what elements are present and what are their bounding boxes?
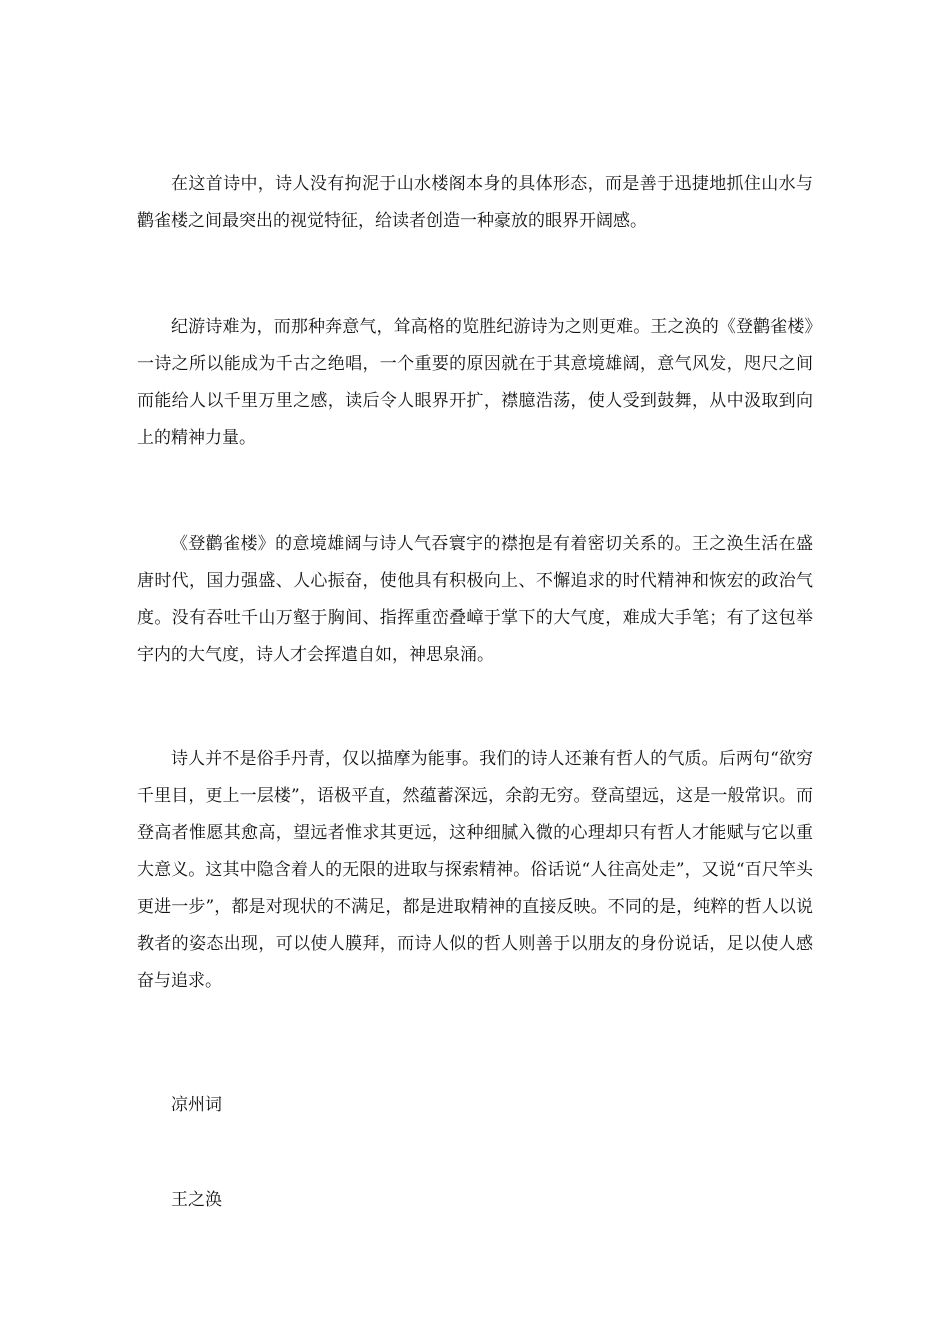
paragraph-philosophy: 诗人并不是俗手丹青，仅以描摩为能事。我们的诗人还兼有哲人的气质。后两句“欲穷千里目，更上一层楼”，语极平直，然蕴蓄深远，余韵无穷。登高望远，这是一般常识。而登高者惟愿其愈高，望远者惟求其更远，这种细腻入微的心理却只有哲人才能赋与它以重大意义。这其中隐含着人的无限的进取与探索精神。俗话说“人往高处走”，又说“百尺竿头更进一步”，都是对现状的不满足，都是进取精神的直接反映。不同的是，纯粹的哲人以说教者的姿态出现，可以使人膜拜，而诗人似的哲人则善于以朋友的身份说话，足以使人感奋与追求。	[137, 749, 813, 991]
paragraph-travel-poetry: 纪游诗难为，而那种奔意气，耸高格的览胜纪游诗为之则更难。王之涣的《登鹳雀楼》一诗之所以能成为千古之绝唱，一个重要的原因就在于其意境雄阔，意气风发，咫尺之间而能给人以千里万里之感，读后令人眼界开扩，襟臆浩荡，使人受到鼓舞，从中汲取到向上的精神力量。	[137, 317, 813, 448]
poem-title: 凉州词	[171, 1095, 222, 1115]
paragraph-artistic-conception: 《登鹳雀楼》的意境雄阔与诗人气吞寰宇的襟抱是有着密切关系的。王之涣生活在盛唐时代，国力强盛、人心振奋，使他具有积极向上、不懈追求的时代精神和恢宏的政治气度。没有吞吐千山万壑于胸间、指挥重峦叠嶂于掌下的大气度，难成大手笔；有了这包举宇内的大气度，诗人才会挥遣自如，神思泉涌。	[137, 534, 813, 665]
paragraph-analysis: 在这首诗中，诗人没有拘泥于山水楼阁本身的具体形态，而是善于迅捷地抓住山水与鹳雀楼之间最突出的视觉特征，给读者创造一种豪放的眼界开阔感。	[137, 174, 813, 231]
poem-author: 王之涣	[171, 1190, 222, 1210]
